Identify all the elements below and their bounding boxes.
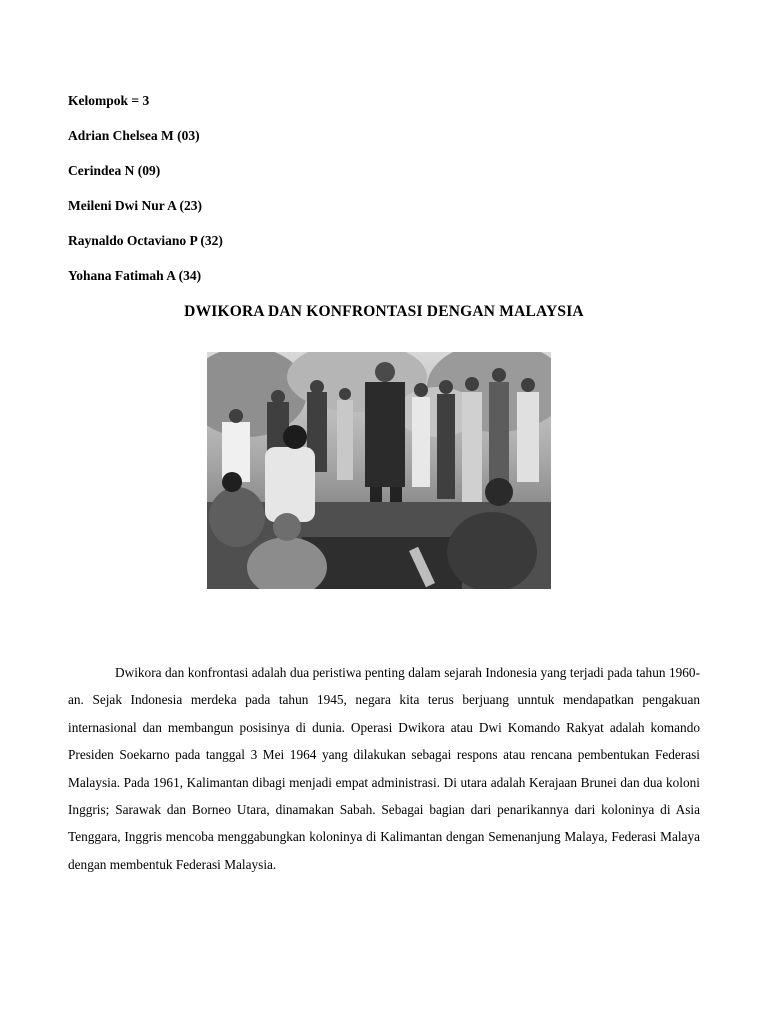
photo-illustration <box>207 352 551 589</box>
document-title: DWIKORA DAN KONFRONTASI DENGAN MALAYSIA <box>184 303 584 320</box>
member-2: Cerindea N (09) <box>68 163 161 178</box>
historical-photo <box>207 352 551 589</box>
member-1: Adrian Chelsea M (03) <box>68 128 200 143</box>
member-4: Raynaldo Octaviano P (32) <box>68 233 223 248</box>
body-paragraph: Dwikora dan konfrontasi adalah dua peristiwa penting dalam sejarah Indonesia yang terjadi pada tahun 1960-an. Sejak Indonesia merdeka pada tahun 1945, negara kita terus berjuang unntuk mendapatkan pengakuan internasional dan membangun posisinya di dunia. Operasi Dwikora atau Dwi Komando Rakyat adalah komando Presiden Soekarno pada tanggal 3 Mei 1964 yang dilakukan sebagai respons atau rencana pembentukan Federasi Malaysia. Pada 1961, Kalimantan dibagi menjadi empat administrasi. Di utara adalah Kerajaan Brunei dan dua koloni Inggris; Sarawak dan Borneo Utara, dinamakan Sabah. Sebagai bagian dari penarikannya dari koloninya di Asia Tenggara, Inggris mencoba menggabungkan koloninya di Kalimantan dengan Semenanjung Malaya, Federasi Malaya dengan membentuk Federasi Malaysia. <box>68 665 700 872</box>
group-title: Kelompok = 3 <box>68 93 150 108</box>
member-3: Meileni Dwi Nur A (23) <box>68 198 202 213</box>
member-5: Yohana Fatimah A (34) <box>68 268 202 283</box>
